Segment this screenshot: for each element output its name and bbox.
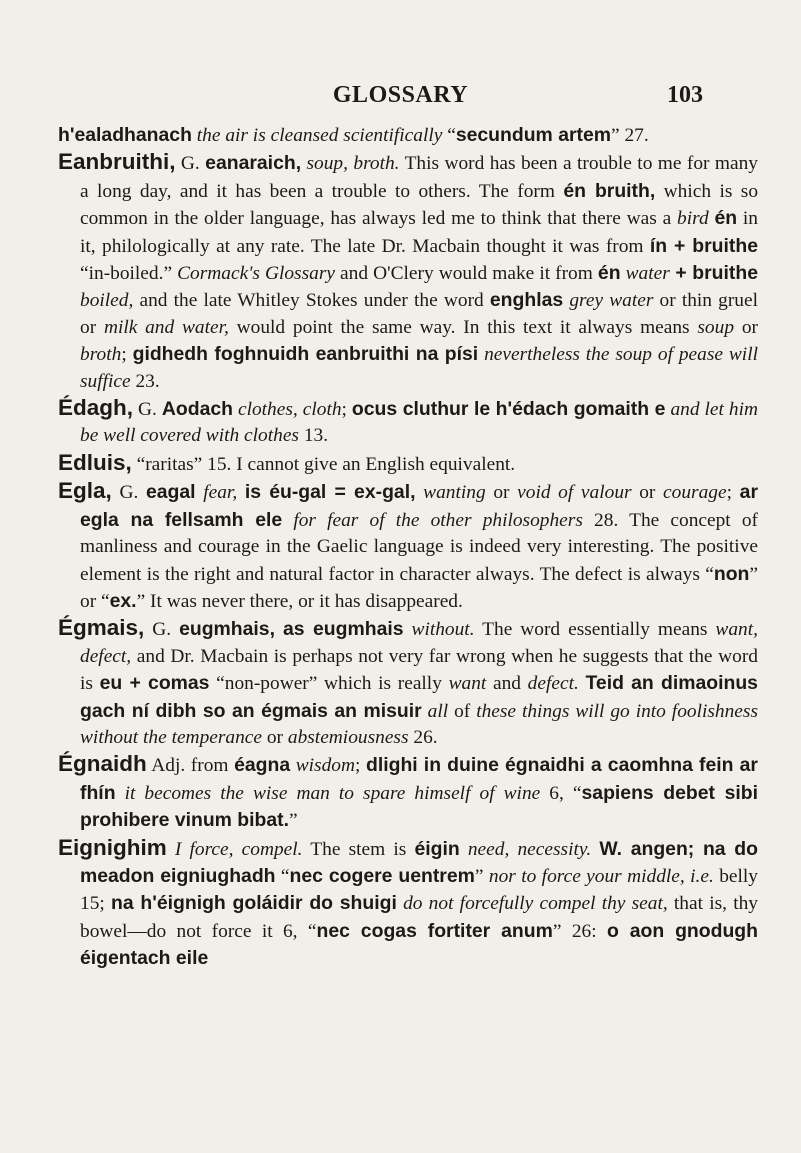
gaelic-text: éagna <box>234 754 291 777</box>
gaelic-text: sapiens debet sibi prohibere vinum bibat. <box>80 781 758 832</box>
page-header <box>0 82 801 112</box>
body-text <box>415 482 423 503</box>
italic-gloss: want <box>448 673 487 695</box>
body-text: belly 15; <box>80 865 758 915</box>
gaelic-text: nec cogere uentrem <box>289 864 475 887</box>
italic-gloss: do not forcefully compel thy seat, <box>403 893 668 915</box>
glossary-entry <box>58 615 758 751</box>
body-text: and O'Clery would make it from <box>335 263 598 285</box>
body-text: ; <box>355 755 366 777</box>
body-text <box>460 839 468 860</box>
body-text: which is so common in the older language, has always led me to think that there was a <box>80 180 759 230</box>
body-text: 6, “ <box>540 782 582 804</box>
italic-gloss: soup <box>697 316 735 338</box>
body-text: ” <box>474 865 489 887</box>
gaelic-text: eanaraich, <box>205 152 302 175</box>
italic-gloss: wanting <box>423 482 486 504</box>
gaelic-text: W. angen; na do meadon eigniughadh <box>80 837 758 887</box>
gaelic-text: gidhedh foghnuidh eanbruithi na písi <box>132 343 479 366</box>
glossary-entry <box>58 122 758 149</box>
body-text: that is, thy bowel—do not force it 6, “ <box>80 893 758 942</box>
body-text: or <box>485 482 518 504</box>
gaelic-text: dlighi in duine égnaidhi a caomhna fein ar fhín <box>80 754 758 804</box>
body-text: ” 27. <box>611 125 649 146</box>
body-text: or thin gruel or <box>80 290 758 338</box>
body-text: ” It was never there, or it has disappeared. <box>136 590 463 612</box>
body-text: ” <box>289 810 298 832</box>
gaelic-text: nec cogas fortiter anum <box>316 919 553 942</box>
headword: Égnaidh <box>58 751 147 777</box>
page-number: 103 <box>667 82 703 108</box>
italic-gloss: nevertheless the soup of pease will suffice <box>80 344 758 392</box>
italic-gloss: bird <box>677 208 709 230</box>
body-text: G. <box>175 153 206 175</box>
body-text <box>579 673 586 694</box>
gaelic-text: ar egla na fellsamh ele <box>80 481 758 531</box>
gaelic-text: ex. <box>109 589 137 612</box>
gaelic-text: as eugmhais <box>282 618 404 641</box>
italic-gloss: soup, broth. <box>306 153 400 175</box>
italic-gloss: fear, <box>203 482 238 504</box>
body-text <box>116 783 125 804</box>
italic-gloss: the air is cleansed scientifically <box>196 125 443 146</box>
italic-gloss: void of valour <box>517 482 632 504</box>
headword: Eignighim <box>58 834 167 860</box>
body-text: ” 26: <box>552 920 607 942</box>
glossary-entry <box>58 395 758 450</box>
glossary-entry <box>58 450 758 478</box>
gaelic-text: is éu-gal = ex-gal, <box>244 481 416 504</box>
body-text: ; <box>726 482 740 504</box>
body-text: 26. <box>408 726 438 748</box>
body-text: of <box>448 700 477 722</box>
body-text <box>275 619 283 640</box>
body-text: “ <box>275 865 290 887</box>
italic-gloss: water <box>625 263 670 285</box>
glossary-entry <box>58 751 758 834</box>
italic-gloss: abstemiousness <box>287 726 409 748</box>
gaelic-text: én <box>714 207 738 230</box>
body-text: in it, philologically at any rate. The late Dr. Macbain thought it was from <box>80 208 758 257</box>
gaelic-text: secundum artem <box>455 124 612 146</box>
glossary-entry <box>58 478 758 615</box>
body-text: Adj. from <box>146 755 235 777</box>
gaelic-text: én bruith, <box>563 179 656 202</box>
body-text <box>282 510 293 531</box>
headword: Egla, <box>58 478 112 504</box>
body-text: would point the same way. In this text it always means <box>228 316 698 338</box>
body-text: ; <box>121 344 133 366</box>
italic-gloss: boiled, <box>80 290 134 312</box>
body-text: ; <box>341 399 352 421</box>
italic-gloss: need, necessity. <box>467 838 592 860</box>
gaelic-text: éigin <box>414 837 460 860</box>
italic-gloss: for fear of the other philosophers <box>293 509 583 531</box>
gaelic-text: + bruithe <box>669 262 759 285</box>
gaelic-text: ocus cluthur le h'édach gomaith e <box>351 398 666 421</box>
italic-gloss: grey water <box>569 290 654 312</box>
body-text: or <box>262 726 288 748</box>
gaelic-text: na h'éignigh goláidir do shuigi <box>111 892 397 915</box>
body-text: “raritas” 15. I cannot give an English equivalent. <box>131 453 516 475</box>
body-text <box>404 619 412 640</box>
gaelic-text: enghlas <box>489 289 564 312</box>
body-text: 28. The concept of manliness and courage in the Gaelic language is indeed very interesting. The positive element is the right and natural factor in character always. The defect is always “ <box>80 509 759 585</box>
italic-gloss: courage <box>663 482 727 504</box>
body-text: The stem is <box>302 838 415 860</box>
body-text <box>167 839 175 860</box>
gaelic-text: eu + comas <box>99 672 210 695</box>
body-text: G. <box>111 482 146 504</box>
gaelic-text: én <box>597 262 621 285</box>
gaelic-text: eagal <box>145 481 196 504</box>
italic-gloss: these things will go into foolishness without the temperance <box>80 700 758 748</box>
gaelic-text: eugmhais, <box>179 618 275 641</box>
italic-gloss: want, defect, <box>80 619 758 667</box>
headword: Égmais, <box>58 615 145 641</box>
gaelic-text: o aon gnodugh éigentach eile <box>80 919 758 970</box>
italic-gloss: and let him be well covered with clothes <box>80 399 758 447</box>
gaelic-text: h'ealadhanach <box>58 124 192 146</box>
gaelic-text: ín + bruithe <box>649 234 758 257</box>
italic-gloss: milk and water, <box>103 316 229 338</box>
body-text: or <box>734 316 758 338</box>
body-text <box>237 482 245 503</box>
body-text: G. <box>144 619 180 641</box>
italic-gloss: nor to force your middle, i.e. <box>488 865 714 887</box>
italic-gloss: wisdom <box>295 755 355 777</box>
glossary-entry <box>58 149 758 395</box>
gaelic-text: Aodach <box>161 398 233 421</box>
italic-gloss: clothes, cloth <box>237 399 342 421</box>
body-text: “in-boiled.” <box>80 263 178 285</box>
body-text: and <box>486 673 528 695</box>
body-text: and the late Whitley Stokes under the word <box>133 290 490 312</box>
glossary-entry <box>58 835 758 973</box>
body-text: “non-power” which is really <box>209 673 449 695</box>
italic-gloss: I force, compel. <box>174 838 303 860</box>
italic-gloss: defect. <box>527 673 579 695</box>
body-text: 23. <box>130 370 160 392</box>
italic-gloss: Cormack's Glossary <box>177 263 335 285</box>
body-text: “ <box>442 125 456 146</box>
body-text: G. <box>133 399 162 421</box>
body-text: This word has been a trouble to me for many a long day, and it has been a trouble to others. The form <box>80 153 758 202</box>
glossary-body <box>58 122 758 973</box>
headword: Edluis, <box>58 449 132 475</box>
italic-gloss: broth <box>80 344 122 366</box>
gaelic-text: non <box>713 562 750 585</box>
body-text: The word essentially means <box>474 619 716 641</box>
gaelic-text: Teid an dimaoinus gach ní dibh so an égmais an misuir <box>80 672 758 722</box>
italic-gloss: it becomes the wise man to spare himself of wine <box>124 782 541 804</box>
headword: Édagh, <box>58 395 134 421</box>
body-text: and Dr. Macbain is perhaps not very far wrong when he suggests that the word is <box>80 645 758 695</box>
body-text: ” or “ <box>80 563 758 612</box>
body-text: 13. <box>298 425 329 447</box>
italic-gloss: all <box>427 700 449 722</box>
body-text: or <box>631 482 664 504</box>
italic-gloss: without. <box>411 619 475 641</box>
running-title: GLOSSARY <box>332 82 469 108</box>
headword: Eanbruithi, <box>58 149 176 175</box>
